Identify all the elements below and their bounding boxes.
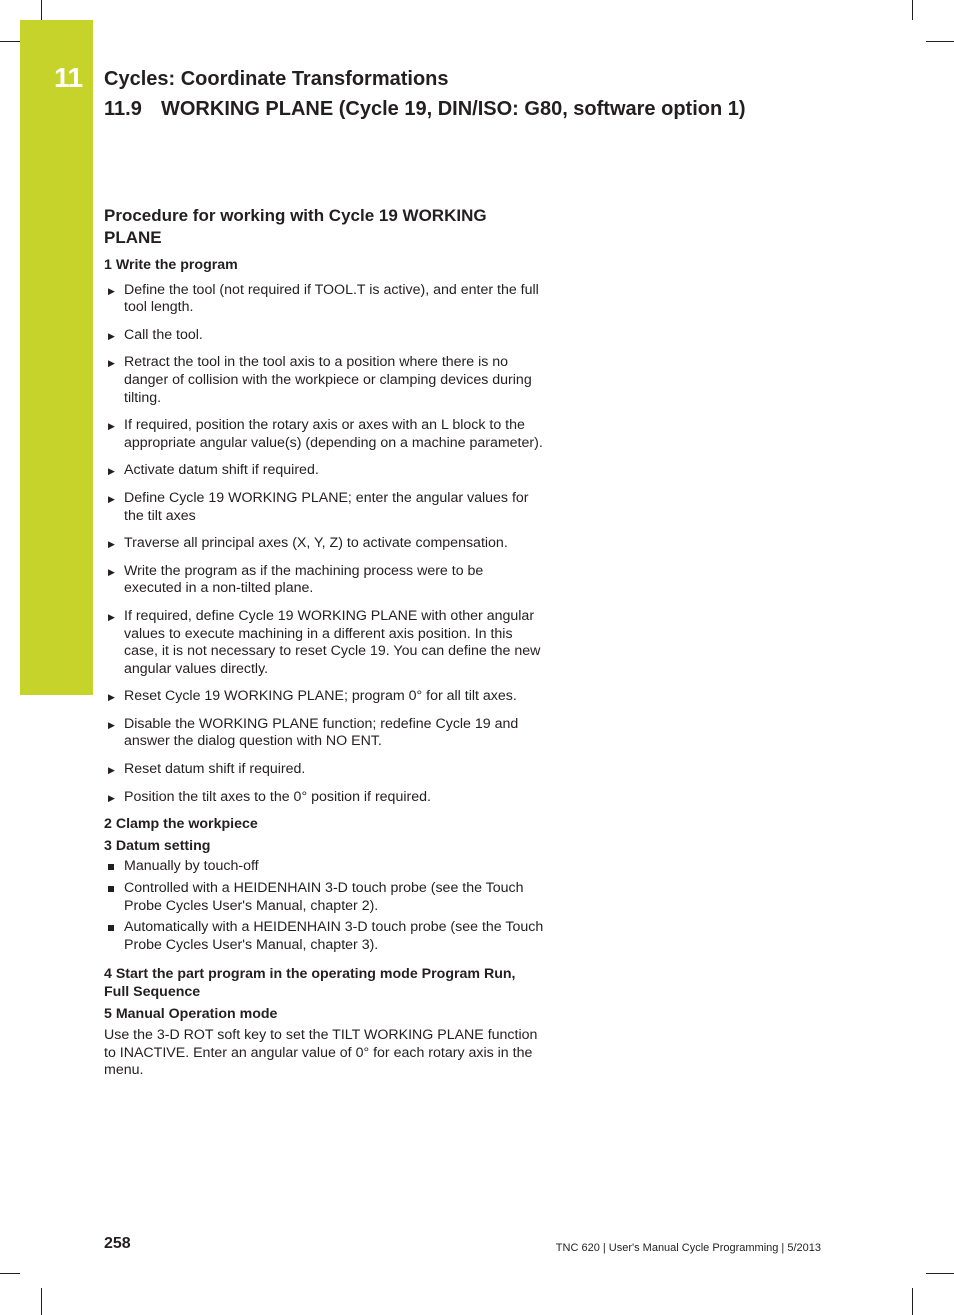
list-item bbox=[104, 563, 544, 598]
step1-list bbox=[104, 282, 544, 807]
crop-mark bbox=[912, 0, 913, 20]
list-item-text: Reset Cycle 19 WORKING PLANE; program 0° for all tilt axes. bbox=[124, 688, 517, 705]
arrow-bullet-icon: ▶ bbox=[108, 539, 115, 550]
page-number: 258 bbox=[104, 1235, 131, 1252]
list-item-text: Define the tool (not required if TOOL.T is active), and enter the full tool length. bbox=[124, 281, 539, 316]
step3-title: 3 Datum setting bbox=[104, 837, 211, 854]
step3-list bbox=[104, 858, 544, 954]
list-item bbox=[104, 789, 544, 807]
crop-mark bbox=[0, 41, 20, 42]
list-item-text: Retract the tool in the tool axis to a position where there is no danger of collision with the workpiece or clamping devices during tilting. bbox=[124, 354, 532, 406]
step4-title: 4 Start the part program in the operating mode Program Run, Full Sequence bbox=[104, 966, 516, 1000]
crop-mark bbox=[926, 1273, 954, 1274]
step1-title: 1 Write the program bbox=[104, 257, 238, 273]
chapter-title: Cycles: Coordinate Transformations bbox=[104, 68, 449, 90]
list-item-text: Position the tilt axes to the 0° position if required. bbox=[124, 788, 431, 805]
arrow-bullet-icon: ▶ bbox=[108, 611, 115, 622]
list-item-text: Reset datum shift if required. bbox=[124, 761, 306, 778]
arrow-bullet-icon: ▶ bbox=[108, 692, 115, 703]
arrow-bullet-icon: ▶ bbox=[108, 765, 115, 776]
arrow-bullet-icon: ▶ bbox=[108, 421, 115, 432]
square-bullet-icon bbox=[108, 886, 114, 892]
crop-mark bbox=[926, 41, 954, 42]
list-item-text: Automatically with a HEIDENHAIN 3-D touch probe (see the Touch Probe Cycles User's Manual, chapter 3). bbox=[124, 919, 544, 953]
section-number: 11.9 bbox=[104, 98, 142, 120]
list-item bbox=[104, 490, 544, 525]
square-bullet-icon bbox=[108, 864, 114, 870]
square-bullet-icon bbox=[108, 925, 114, 931]
main-content bbox=[104, 205, 544, 1080]
list-item bbox=[104, 282, 544, 317]
list-item-text: If required, position the rotary axis or axes with an L block to the appropriate angular value(s) (depending on a machine parameter). bbox=[124, 417, 543, 451]
arrow-bullet-icon: ▶ bbox=[108, 466, 115, 477]
crop-mark bbox=[0, 1273, 20, 1274]
footer-text: TNC 620 | User's Manual Cycle Programming | 5/2013 bbox=[555, 1242, 821, 1254]
procedure-heading: Procedure for working with Cycle 19 WORKING PLANE bbox=[104, 206, 487, 247]
list-item-text: Disable the WORKING PLANE function; redefine Cycle 19 and answer the dialog question with NO ENT. bbox=[124, 715, 519, 750]
list-item-text: Manually by touch-off bbox=[124, 858, 259, 875]
list-item bbox=[104, 417, 544, 452]
list-item-text: Write the program as if the machining process were to be executed in a non-tilted plane. bbox=[124, 562, 484, 597]
list-item bbox=[104, 354, 544, 407]
chapter-number: 11 bbox=[54, 62, 83, 93]
section-title-text: WORKING PLANE (Cycle 19, DIN/ISO: G80, software option 1) bbox=[161, 98, 746, 120]
list-item-text: Traverse all principal axes (X, Y, Z) to activate compensation. bbox=[124, 535, 508, 552]
arrow-bullet-icon: ▶ bbox=[108, 566, 115, 577]
arrow-bullet-icon: ▶ bbox=[108, 358, 115, 369]
list-item bbox=[104, 688, 544, 706]
step5-text: Use the 3-D ROT soft key to set the TILT WORKING PLANE function to INACTIVE. Enter an angular value of 0° for each rotary axis in the menu. bbox=[104, 1027, 538, 1079]
list-item bbox=[104, 880, 544, 915]
list-item-text: If required, define Cycle 19 WORKING PLANE with other angular values to execute machining in a different axis position. In this case, it is not necessary to reset Cycle 19. You can define the new angular values directly. bbox=[124, 607, 541, 677]
arrow-bullet-icon: ▶ bbox=[108, 285, 115, 296]
crop-mark bbox=[41, 1288, 42, 1315]
list-item bbox=[104, 608, 544, 678]
arrow-bullet-icon: ▶ bbox=[108, 792, 115, 803]
list-item bbox=[104, 858, 544, 876]
step2-title: 2 Clamp the workpiece bbox=[104, 816, 258, 833]
arrow-bullet-icon: ▶ bbox=[108, 493, 115, 504]
list-item bbox=[104, 535, 544, 553]
arrow-bullet-icon: ▶ bbox=[108, 330, 115, 341]
list-item bbox=[104, 327, 544, 345]
list-item-text: Define Cycle 19 WORKING PLANE; enter the angular values for the tilt axes bbox=[124, 489, 529, 524]
list-item-text: Controlled with a HEIDENHAIN 3-D touch probe (see the Touch Probe Cycles User's Manual, chapter 2). bbox=[124, 880, 524, 914]
arrow-bullet-icon: ▶ bbox=[108, 719, 115, 730]
list-item bbox=[104, 462, 544, 480]
crop-mark bbox=[41, 0, 42, 20]
crop-mark bbox=[912, 1288, 913, 1315]
list-item-text: Call the tool. bbox=[124, 326, 203, 343]
list-item bbox=[104, 716, 544, 751]
step5-title: 5 Manual Operation mode bbox=[104, 1005, 278, 1022]
list-item-text: Activate datum shift if required. bbox=[124, 462, 319, 479]
section-title bbox=[104, 98, 746, 121]
list-item bbox=[104, 919, 544, 954]
chapter-tab bbox=[20, 20, 93, 695]
list-item bbox=[104, 761, 544, 779]
